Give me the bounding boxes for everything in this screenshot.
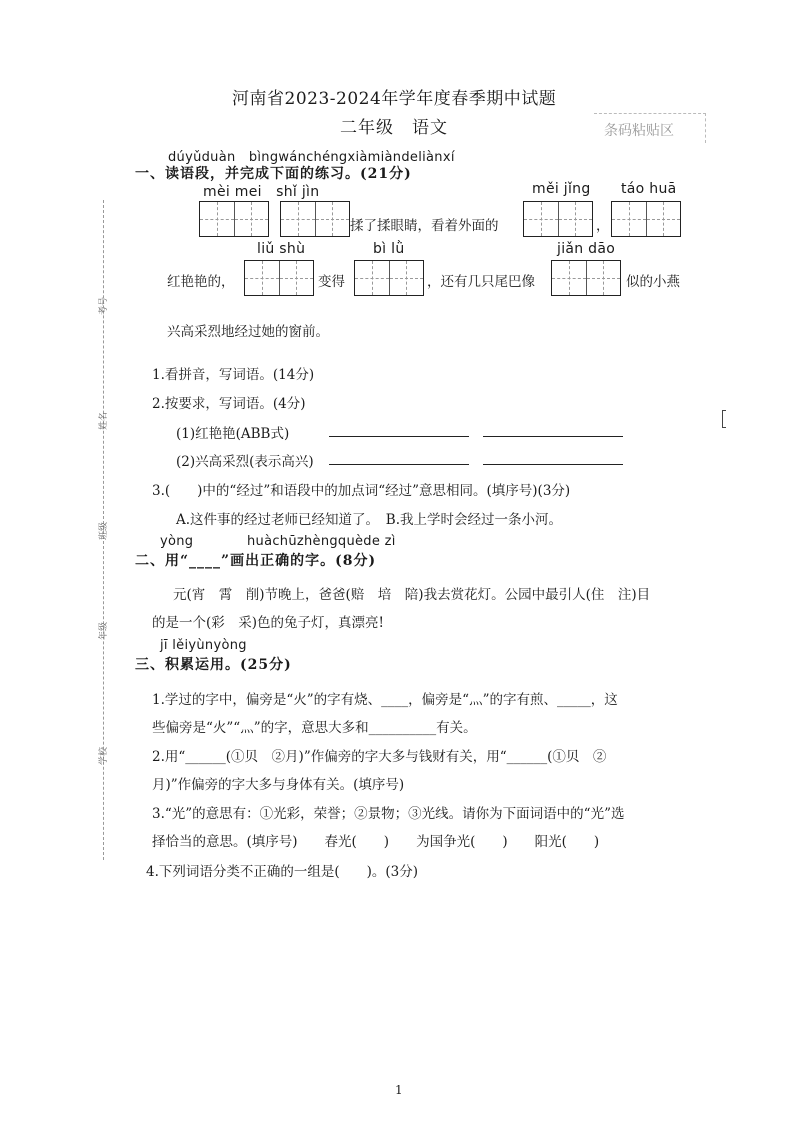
row2-pinyin-3: jiǎn dāo <box>557 241 616 257</box>
section1-heading: 一、读语段，并完成下面的练习。(21分) <box>135 166 412 182</box>
section3-q2-line1: 2.用“______(①贝 ②月)”作偏旁的字大多与钱财有关，用“______(①贝 ② <box>152 749 607 765</box>
row1-comma: ， <box>596 218 610 234</box>
question-1-2a: (1)红艳艳(ABB式) <box>176 426 290 442</box>
edge-mark <box>722 410 726 428</box>
writing-grid-taohua[interactable] <box>611 201 681 237</box>
section1-pinyin: dúyǔduàn bìngwánchéngxiàmiàndeliànxí <box>168 150 455 165</box>
row1-text-mid: 揉了揉眼睛，看着外面的 <box>350 218 499 234</box>
section2-pinyin-left: yòng <box>160 534 194 549</box>
answer-blank-abb[interactable] <box>329 435 469 437</box>
question-1-2: 2.按要求，写词语。(4分) <box>152 396 306 412</box>
row2-text-end: 似的小燕 <box>626 274 680 290</box>
section2-heading: 二、用“____”画出正确的字。(8分) <box>135 553 377 569</box>
question-1-3: 3.( )中的“经过”和语段中的加点词“经过”意思相同。(填序号)(3分) <box>152 483 571 499</box>
writing-grid-shijin[interactable] <box>280 201 350 237</box>
grade-subject: 二年级 语文 <box>340 118 448 138</box>
row2-pinyin-2: bì lǜ <box>373 241 405 257</box>
binding-label-name: 姓名 <box>99 411 109 430</box>
writing-grid-liushu[interactable] <box>244 260 314 296</box>
section3-q4: 4.下列词语分类不正确的一组是( )。(3分) <box>146 864 419 880</box>
section3-q3-line2: 择恰当的意思。(填序号) 春光( ) 为国争光( ) 阳光( ) <box>152 834 600 850</box>
binding-label-exam-number: 考号 <box>99 296 109 315</box>
barcode-area <box>594 113 706 143</box>
section3-q2-line2: 月)”作偏旁的字大多与身体有关。(填序号) <box>152 777 405 793</box>
section3-q1-line2: 些偏旁是“火”“灬”的字，意思大多和__________有关。 <box>152 720 477 736</box>
section2-line1: 元(宵 霄 削)节晚上，爸爸(赔 培 陪)我去赏花灯。公园中最引人(住 注)目 <box>173 587 651 603</box>
row3-text: 兴高采烈地经过她的窗前。 <box>167 324 329 340</box>
row1-pinyin-3: táo huā <box>621 181 677 197</box>
exam-title: 河南省2023-2024年学年度春季期中试题 <box>232 89 557 109</box>
binding-label-grade: 年级 <box>99 621 109 640</box>
question-1-1: 1.看拼音，写词语。(14分) <box>152 367 315 383</box>
answer-blank-happy[interactable] <box>329 463 469 465</box>
page-number: 1 <box>395 1083 403 1097</box>
section3-pinyin: jī lěiyùnyòng <box>160 638 247 653</box>
question-1-3-options: A.这件事的经过老师已经知道了。 B.我上学时会经过一条小河。 <box>176 512 563 528</box>
section3-heading: 三、积累运用。(25分) <box>135 657 292 673</box>
section2-pinyin-right: huàchūzhèngquède zì <box>247 534 396 549</box>
barcode-label: 条码粘贴区 <box>604 123 674 139</box>
section3-q3-line1: 3.“光”的意思有：①光彩，荣誉；②景物；③光线。请你为下面词语中的“光”选 <box>152 806 625 822</box>
answer-blank-abb-2[interactable] <box>483 435 623 437</box>
row2-pinyin-1: liǔ shù <box>257 241 306 257</box>
row2-text-mid2: ，还有几只尾巴像 <box>427 274 535 290</box>
section2-line2: 的是一个(彩 采)色的兔子灯，真漂亮! <box>152 615 384 631</box>
row2-text-mid1: 变得 <box>318 274 345 290</box>
row2-text-start: 红艳艳的， <box>167 274 235 290</box>
answer-blank-happy-2[interactable] <box>483 463 623 465</box>
section3-q1-line1: 1.学过的字中，偏旁是“火”的字有烧、____，偏旁是“灬”的字有煎、_____，这 <box>152 692 618 708</box>
writing-grid-meijing[interactable] <box>523 201 593 237</box>
row1-pinyin-1: mèi mei shǐ jìn <box>203 184 320 200</box>
question-1-2b: (2)兴高采烈(表示高兴) <box>176 454 314 470</box>
binding-label-school: 学校 <box>99 746 109 765</box>
row1-pinyin-2: měi jǐng <box>532 181 591 197</box>
writing-grid-bilv[interactable] <box>354 260 424 296</box>
writing-grid-jiandao[interactable] <box>551 260 621 296</box>
binding-label-class: 班级 <box>99 521 109 540</box>
writing-grid-meimei[interactable] <box>199 201 269 237</box>
